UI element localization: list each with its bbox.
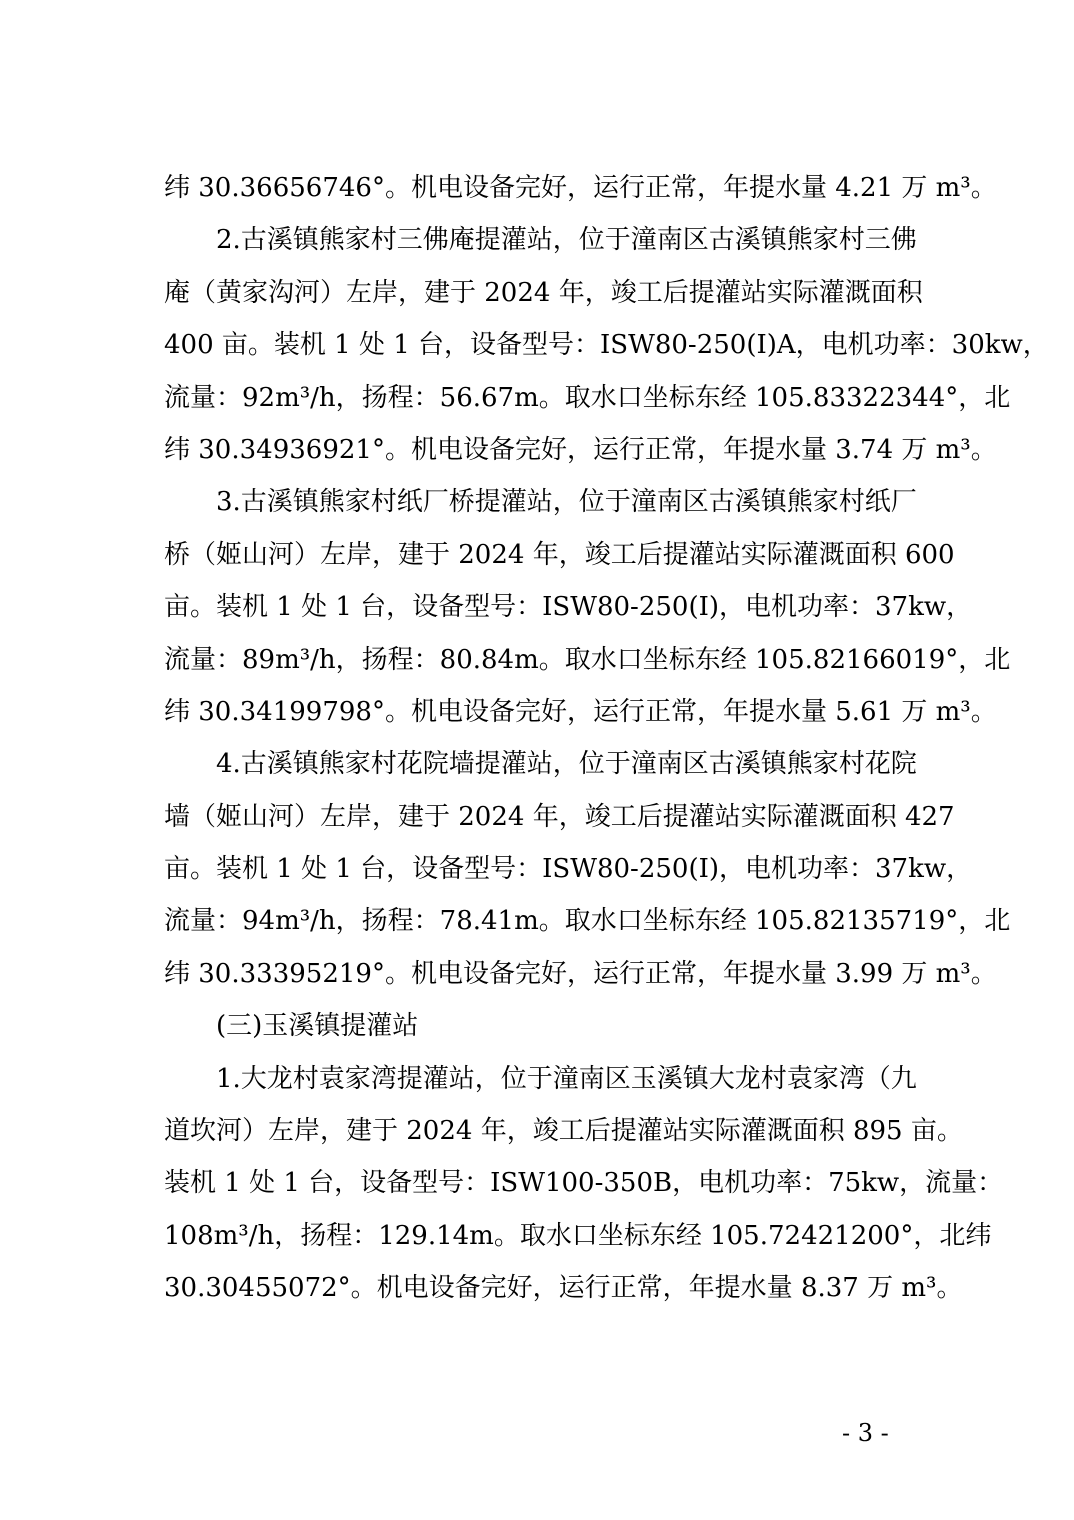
- page-number: - 3 -: [842, 1419, 889, 1447]
- text-line: 桥（姬山河）左岸，建于 2024 年，竣工后提灌站实际灌溉面积 600: [164, 539, 955, 570]
- text-line: 4.古溪镇熊家村花院墙提灌站，位于潼南区古溪镇熊家村花院: [216, 749, 917, 780]
- body-text: [164, 162, 1049, 1315]
- text-line: 纬 30.36656746°。机电设备完好，运行正常，年提水量 4.21 万 m³。: [164, 173, 997, 203]
- section-heading: (三)玉溪镇提灌站: [216, 1011, 419, 1042]
- text-line: 2.古溪镇熊家村三佛庵提灌站，位于潼南区古溪镇熊家村三佛: [216, 225, 917, 256]
- text-line: 流量：89m³/h，扬程：80.84m。取水口坐标东经 105.82166019°，北: [164, 644, 1011, 675]
- text-line: 108m³/h，扬程：129.14m。取水口坐标东经 105.72421200°，北纬: [164, 1220, 992, 1251]
- text-line: 纬 30.34936921°。机电设备完好，运行正常，年提水量 3.74 万 m³。: [164, 434, 997, 465]
- text-line: 道坎河）左岸，建于 2024 年，竣工后提灌站实际灌溉面积 895 亩。: [164, 1116, 963, 1147]
- text-line: 1.大龙村袁家湾提灌站，位于潼南区玉溪镇大龙村袁家湾（九: [216, 1063, 917, 1094]
- text-line: 墙（姬山河）左岸，建于 2024 年，竣工后提灌站实际灌溉面积 427: [164, 801, 955, 832]
- text-line: 纬 30.33395219°。机电设备完好，运行正常，年提水量 3.99 万 m³。: [164, 958, 997, 989]
- text-line: 流量：92m³/h，扬程：56.67m。取水口坐标东经 105.83322344°，北: [164, 382, 1011, 413]
- text-line: 流量：94m³/h，扬程：78.41m。取水口坐标东经 105.82135719°，北: [164, 906, 1011, 937]
- text-line: 30.30455072°。机电设备完好，运行正常，年提水量 8.37 万 m³。: [164, 1273, 963, 1304]
- text-line: 纬 30.34199798°。机电设备完好，运行正常，年提水量 5.61 万 m³。: [164, 696, 997, 727]
- text-line: 装机 1 处 1 台，设备型号：ISW100-350B，电机功率：75kw，流量：: [164, 1168, 1004, 1199]
- text-line: 亩。装机 1 处 1 台，设备型号：ISW80-250(I)，电机功率：37kw，: [164, 592, 973, 623]
- text-line: 3.古溪镇熊家村纸厂桥提灌站，位于潼南区古溪镇熊家村纸厂: [216, 487, 917, 518]
- text-line: 亩。装机 1 处 1 台，设备型号：ISW80-250(I)，电机功率：37kw，: [164, 854, 973, 885]
- text-line: 400 亩。装机 1 处 1 台，设备型号：ISW80-250(I)A，电机功率：30kw，: [164, 330, 1049, 361]
- text-line: 庵（黄家沟河）左岸，建于 2024 年，竣工后提灌站实际灌溉面积: [164, 277, 923, 308]
